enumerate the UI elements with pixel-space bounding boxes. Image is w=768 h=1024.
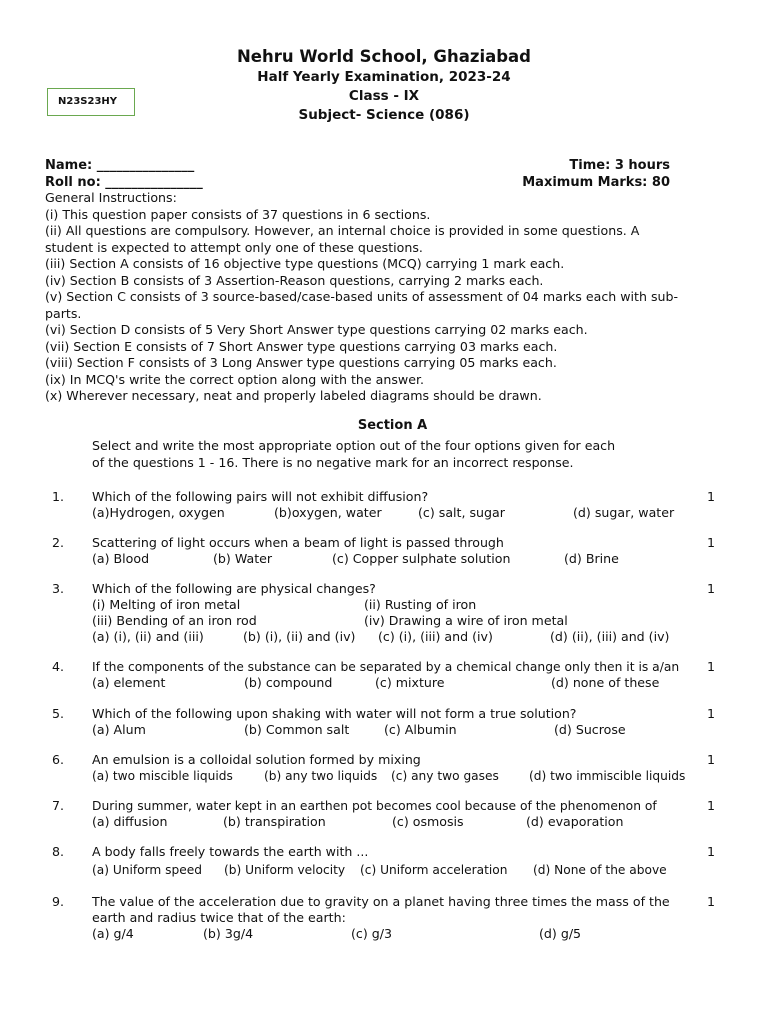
question-marks: 1 [707, 752, 716, 767]
option-b: (b) Common salt [244, 722, 350, 737]
question-text-continued: earth and radius twice that of the earth: [92, 910, 346, 925]
student-meta [45, 157, 670, 191]
exam-name: Half Yearly Examination, 2023-24 [257, 69, 511, 85]
options-row [92, 768, 732, 784]
option-d: (d) (ii), (iii) and (iv) [550, 629, 670, 644]
option-d: (d) g/5 [539, 926, 582, 941]
option-a: (a) Blood [92, 551, 150, 566]
question-number: 1. [52, 489, 65, 504]
question-text: The value of the acceleration due to gravity on a planet having three times the mass of the [92, 894, 670, 909]
question-text: Which of the following pairs will not exhibit diffusion? [92, 489, 429, 504]
statement: (ii) Rusting of iron [364, 597, 477, 612]
option-a: (a) Uniform speed [92, 863, 202, 877]
option-a: (a) diffusion [92, 814, 168, 829]
question-text: An emulsion is a colloidal solution formed by mixing [92, 752, 421, 767]
option-a: (a) g/4 [92, 926, 134, 941]
instruction-line: (iv) Section B consists of 3 Assertion-Reason questions, carrying 2 marks each. [45, 272, 544, 288]
question-marks: 1 [707, 581, 716, 596]
options-row [92, 629, 732, 645]
option-c: (c) Uniform acceleration [360, 863, 508, 877]
option-b: (b) 3g/4 [203, 926, 254, 941]
question-marks: 1 [707, 535, 716, 550]
section-a-title: Section A [357, 418, 428, 433]
option-b: (b)oxygen, water [274, 505, 382, 520]
option-c: (c) mixture [375, 675, 445, 690]
roll-field: Roll no: _______________ [45, 175, 203, 190]
school-name: Nehru World School, Ghaziabad [237, 47, 531, 66]
option-b: (b) (i), (ii) and (iv) [243, 629, 356, 644]
options-row [92, 551, 732, 567]
options-row [92, 814, 732, 830]
subject-label: Subject- Science (086) [298, 107, 470, 123]
question-number: 8. [52, 844, 65, 859]
instruction-line: (vi) Section D consists of 5 Very Short Answer type questions carrying 02 marks each. [45, 322, 588, 337]
max-marks-label: Maximum Marks: 80 [522, 175, 670, 190]
question-number: 2. [52, 535, 65, 550]
question-marks: 1 [707, 798, 716, 813]
option-c: (c) (i), (iii) and (iv) [378, 629, 493, 644]
question-text: Which of the following upon shaking with water will not form a true solution? [92, 706, 577, 721]
option-c: (c) osmosis [392, 814, 464, 829]
instruction-line: (viii) Section F consists of 3 Long Answer type questions carrying 05 marks each. [45, 355, 557, 370]
option-b: (b) compound [244, 675, 333, 690]
general-instructions [45, 190, 685, 405]
section-desc-line: Select and write the most appropriate option out of the four options given for each [92, 438, 616, 453]
option-d: (d) two immiscible liquids [529, 769, 686, 783]
options-row [92, 675, 732, 691]
option-b: (b) transpiration [223, 814, 326, 829]
question-marks: 1 [707, 844, 716, 859]
question-number: 3. [52, 581, 65, 596]
question-number: 4. [52, 659, 65, 674]
question-text: If the components of the substance can be separated by a chemical change only then it is a/an [92, 660, 680, 674]
option-a: (a)Hydrogen, oxygen [92, 505, 225, 520]
option-d: (d) sugar, water [573, 505, 675, 520]
paper-code-box: N23S23HY [47, 88, 135, 116]
options-row [92, 926, 732, 942]
question-marks: 1 [707, 706, 716, 721]
instruction-line: (v) Section C consists of 3 source-based/case-based units of assessment of 04 marks each with sub-parts. [45, 289, 679, 321]
question-text: During summer, water kept in an earthen pot becomes cool because of the phenomenon of [92, 799, 657, 813]
option-c: (c) Copper sulphate solution [332, 551, 511, 566]
statement: (iv) Drawing a wire of iron metal [364, 613, 568, 628]
question-number: 7. [52, 798, 65, 813]
option-c: (c) g/3 [351, 926, 393, 941]
instruction-line: (iii) Section A consists of 16 objective type questions (MCQ) carrying 1 mark each. [45, 256, 565, 271]
options-row [92, 722, 732, 738]
option-a: (a) element [92, 675, 166, 690]
question-marks: 1 [707, 659, 716, 674]
option-d: (d) None of the above [533, 863, 667, 877]
instruction-line: (x) Wherever necessary, neat and properly labeled diagrams should be drawn. [45, 388, 542, 403]
statement-row [92, 597, 732, 613]
option-c: (c) any two gases [391, 769, 499, 783]
option-d: (d) evaporation [526, 814, 624, 829]
statement-row [92, 613, 732, 629]
question-marks: 1 [707, 489, 716, 504]
question-marks: 1 [707, 894, 716, 909]
option-c: (c) salt, sugar [418, 505, 505, 520]
instructions-title: General Instructions: [45, 190, 177, 205]
options-row [92, 505, 732, 521]
option-b: (b) Uniform velocity [224, 863, 346, 877]
question-text: A body falls freely towards the earth with ... [92, 844, 369, 859]
question-number: 6. [52, 752, 65, 767]
question-number: 9. [52, 894, 65, 909]
section-desc-line: of the questions 1 - 16. There is no negative mark for an incorrect response. [92, 455, 574, 470]
option-a: (a) (i), (ii) and (iii) [92, 629, 204, 644]
option-a: (a) two miscible liquids [92, 769, 233, 783]
option-b: (b) any two liquids [264, 769, 378, 783]
time-label: Time: 3 hours [569, 158, 670, 173]
instruction-line: (i) This question paper consists of 37 questions in 6 sections. [45, 206, 431, 222]
name-field: Name: _______________ [45, 158, 195, 173]
question-text: Scattering of light occurs when a beam of light is passed through [92, 535, 504, 550]
class-label: Class - IX [348, 88, 420, 104]
option-c: (c) Albumin [384, 722, 457, 737]
option-d: (d) Brine [564, 551, 619, 566]
instruction-line: (ii) All questions are compulsory. However, an internal choice is provided in some questions. A student is expected to attempt only one of these questions. [45, 223, 640, 255]
statement: (iii) Bending of an iron rod [92, 613, 257, 628]
option-d: (d) none of these [551, 675, 660, 690]
option-a: (a) Alum [92, 722, 146, 737]
options-row [92, 862, 732, 878]
question-text: Which of the following are physical changes? [92, 581, 376, 596]
instruction-line: (ix) In MCQ's write the correct option along with the answer. [45, 371, 424, 387]
option-b: (b) Water [213, 551, 273, 566]
section-a-description [92, 437, 652, 471]
option-d: (d) Sucrose [554, 722, 626, 737]
instruction-line: (vii) Section E consists of 7 Short Answer type questions carrying 03 marks each. [45, 338, 558, 354]
question-number: 5. [52, 706, 65, 721]
statement: (i) Melting of iron metal [92, 597, 241, 612]
